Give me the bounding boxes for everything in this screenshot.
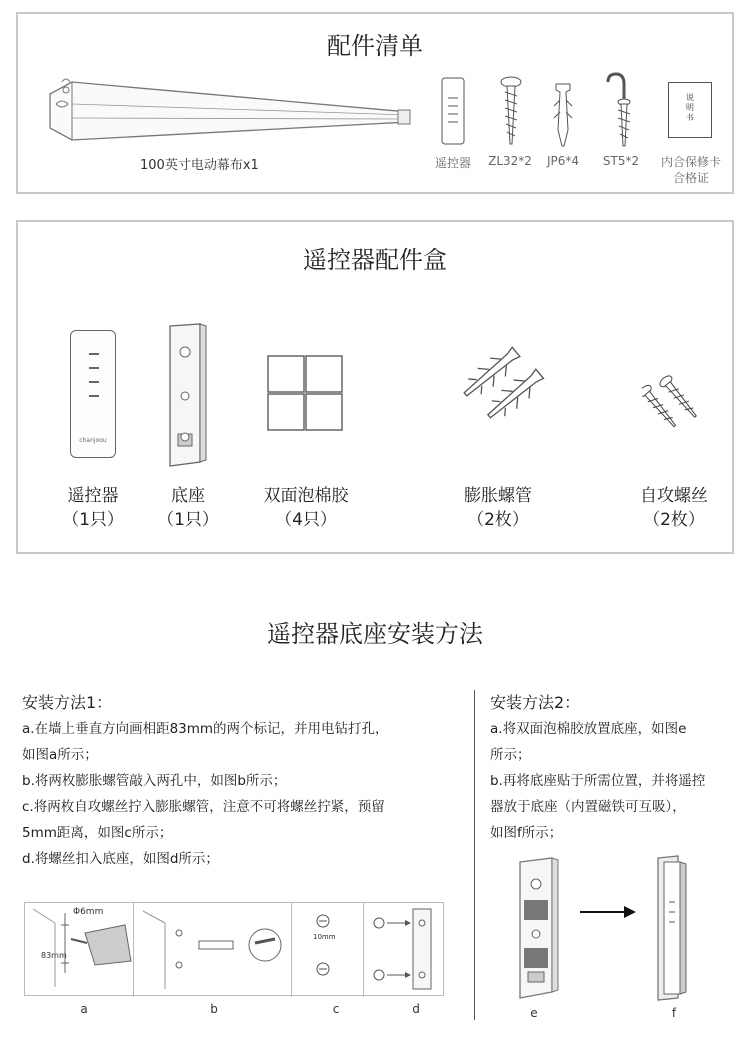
remote-brand: chanjoou <box>79 437 107 444</box>
foam-tape-illustration <box>266 354 346 434</box>
base-illustration <box>164 322 212 470</box>
caption-b: b <box>210 1002 218 1016</box>
method1-text <box>22 690 462 872</box>
caption-f: f <box>671 1006 677 1020</box>
figure-c-screws <box>293 903 363 997</box>
manual-label-line2: 合格证 <box>672 171 709 185</box>
caption-c: c <box>332 1002 340 1016</box>
method2-line: 所示； <box>490 747 531 763</box>
figure-b-anchor <box>135 903 291 997</box>
item-label-screw: ZL32*2 <box>488 154 532 168</box>
method1-line: b.将两枚膨胀螺管敲入两孔中，如图b所示； <box>22 773 287 789</box>
screw-icon <box>496 74 526 148</box>
remote-box-title: 遥控器配件盒 <box>303 246 447 274</box>
method1-line: d.将螺丝扣入底座，如图d所示； <box>22 851 219 867</box>
figure-e-base-foam <box>512 856 572 1002</box>
figure-a-drill-label: Φ6mm <box>73 907 104 917</box>
item-label-remote: 遥控器 <box>434 156 471 170</box>
method1-line: a.在墙上垂直方向画相距83mm的两个标记，并用电钻打孔， <box>22 721 389 737</box>
method2-text <box>490 690 740 846</box>
box-item-screw <box>614 484 734 532</box>
wall-anchor-illustration <box>438 346 548 446</box>
item-label-anchor: JP6*4 <box>546 154 580 168</box>
screen-label: 100英寸电动幕布x1 <box>140 158 259 173</box>
box-item-screw-qty: （2枚） <box>643 510 705 530</box>
anchor-icon <box>548 80 578 150</box>
item-label-hook-screw: ST5*2 <box>602 154 640 168</box>
box-item-remote-qty: （1只） <box>62 510 124 530</box>
projection-screen-icon <box>36 74 416 154</box>
method1-line: c.将两枚自攻螺丝拧入膨胀螺管，注意不可将螺丝拧紧，预留 <box>22 799 385 815</box>
box-item-foam-qty: （4只） <box>275 510 337 530</box>
box-item-base-qty: （1只） <box>157 510 219 530</box>
box-item-foam-name: 双面泡棉胶 <box>263 486 349 506</box>
box-item-base-name: 底座 <box>171 486 205 506</box>
figure-f-remote-on-base <box>652 852 692 1004</box>
remote-icon <box>438 76 468 146</box>
figure-a-drill <box>25 903 133 997</box>
parts-list-panel <box>16 12 734 194</box>
manual-text: 说明书 <box>686 93 694 122</box>
remote-box-panel <box>16 220 734 554</box>
method1-heading: 安装方法1： <box>22 693 113 712</box>
box-item-anchor-name: 膨胀螺管 <box>464 486 532 506</box>
method2-line: b.再将底座贴于所需位置，并将遥控 <box>490 773 706 789</box>
arrow-icon <box>578 902 638 922</box>
box-item-anchor <box>438 484 558 532</box>
column-divider <box>474 690 475 1020</box>
method2-line: a.将双面泡棉胶放置底座，如图e <box>490 721 687 737</box>
install-title: 遥控器底座安装方法 <box>267 620 483 648</box>
box-item-remote <box>53 484 133 532</box>
self-tapping-screw-illustration <box>642 366 702 436</box>
box-item-base <box>148 484 228 532</box>
item-label-manual <box>650 154 732 186</box>
remote-illustration <box>70 330 116 458</box>
method2-heading: 安装方法2： <box>490 693 581 712</box>
method2-line: 如图f所示； <box>490 825 563 841</box>
caption-a: a <box>80 1002 88 1016</box>
method1-line: 5mm距离，如图c所示； <box>22 825 173 841</box>
method1-line: 如图a所示； <box>22 747 98 763</box>
box-item-anchor-qty: （2枚） <box>467 510 529 530</box>
caption-d: d <box>412 1002 420 1016</box>
method1-figure-strip <box>24 902 444 996</box>
caption-e: e <box>530 1006 538 1020</box>
box-item-foam-tape <box>246 484 366 532</box>
parts-list-title: 配件清单 <box>327 32 423 60</box>
figure-a-gap-label: 83mm <box>41 951 67 960</box>
box-item-remote-name: 遥控器 <box>67 486 119 506</box>
manual-icon <box>668 82 712 138</box>
box-item-screw-name: 自攻螺丝 <box>640 486 708 506</box>
manual-label-line1: 内合保修卡 <box>660 155 721 169</box>
hook-screw-icon <box>606 70 640 150</box>
figure-d-mount <box>365 903 445 997</box>
figure-c-gap-label: 10mm <box>313 933 336 941</box>
method2-line: 器放于底座（内置磁铁可互吸）， <box>490 799 686 815</box>
